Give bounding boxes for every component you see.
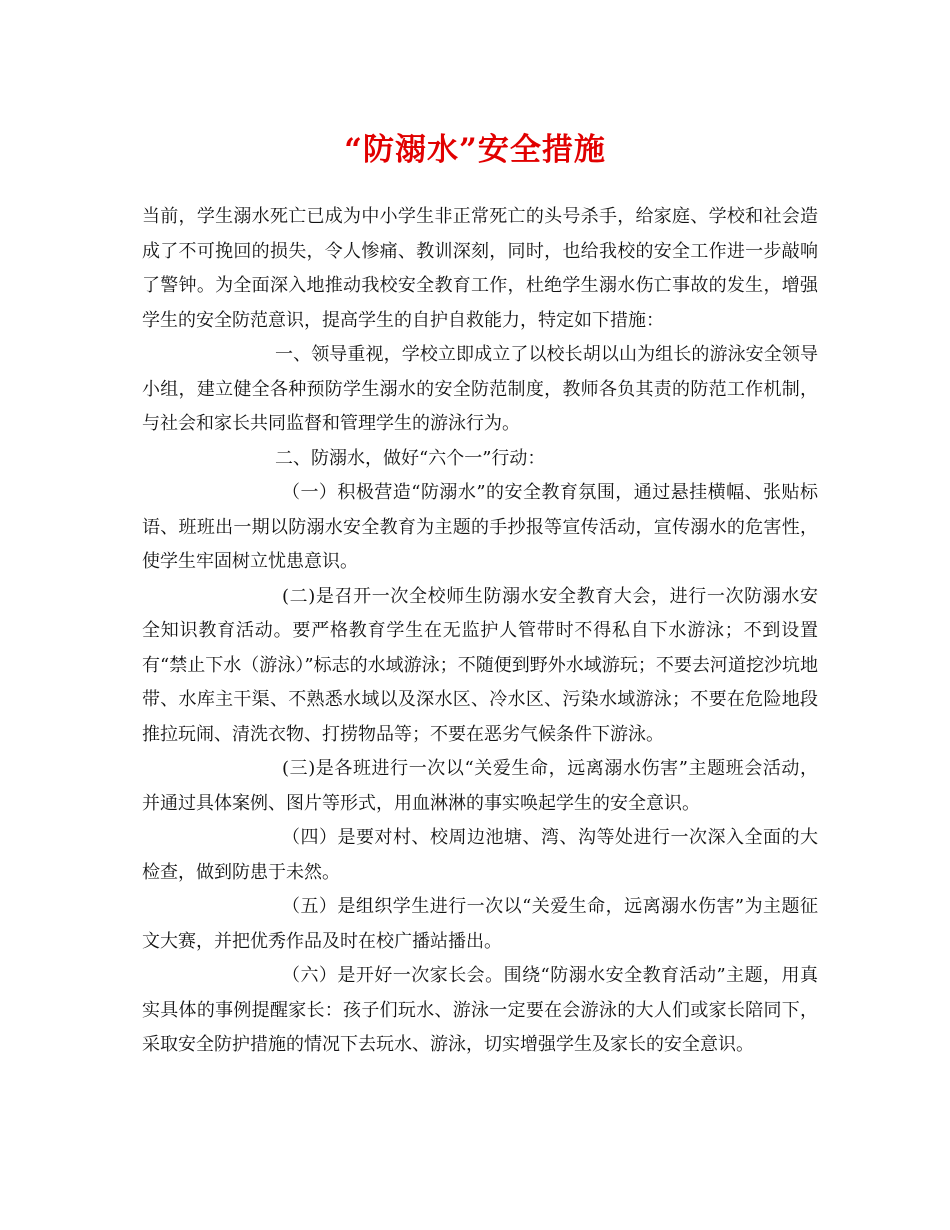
paragraph-measure-2-heading: 二、防溺水，做好“六个一”行动： bbox=[275, 447, 546, 469]
paragraph-item-2: (二)是召开一次全校师生防溺水安全教育大会，进行一次防溺水安全知识教育活动。要严格教育学生在无监护人管带时不得私自下水游泳；不到设置有“禁止下水（游泳）”标志的水域游泳；不随便到野外水域游玩；不要去河道挖沙坑地带、水库主干渠、不熟悉水域以及深水区、冷水区、污染水域游泳；不要在危险地段推拉玩闹、清洗衣物、打捞物品等；不要在恶劣气候条件下游泳。 bbox=[142, 585, 818, 745]
paragraph-intro: 当前，学生溺水死亡已成为中小学生非正常死亡的头号杀手，给家庭、学校和社会造成了不可挽回的损失，令人惨痛、教训深刻，同时，也给我校的安全工作进一步敲响了警钟。为全面深入地推动我校安全教育工作，杜绝学生溺水伤亡事故的发生，增强学生的安全防范意识，提高学生的自护自救能力，特定如下措施： bbox=[142, 206, 818, 331]
paragraph-item-6: （六）是开好一次家长会。围绕“防溺水安全教育活动”主题，用真实具体的事例提醒家长：孩子们玩水、游泳一定要在会游泳的大人们或家长陪同下，采取安全防护措施的情况下去玩水、游泳，切实增强学生及家长的安全意识。 bbox=[142, 965, 818, 1055]
document-title: “防溺水”安全措施 bbox=[344, 132, 606, 168]
document-body bbox=[142, 200, 818, 1063]
paragraph-item-5: （五）是组织学生进行一次以“关爱生命，远离溺水伤害”为主题征文大赛，并把优秀作品及时在校广播站播出。 bbox=[142, 896, 818, 952]
paragraph-item-4: （四）是要对村、校周边池塘、湾、沟等处进行一次深入全面的大检查，做到防患于未然。 bbox=[142, 827, 818, 883]
paragraph-measure-1: 一、领导重视，学校立即成立了以校长胡以山为组长的游泳安全领导小组，建立健全各种预防学生溺水的安全防范制度，教师各负其责的防范工作机制，与社会和家长共同监督和管理学生的游泳行为。 bbox=[142, 344, 818, 434]
paragraph-item-3: (三)是各班进行一次以“关爱生命，远离溺水伤害”主题班会活动，并通过具体案例、图片等形式，用血淋淋的事实唤起学生的安全意识。 bbox=[142, 758, 818, 814]
paragraph-item-1: （一）积极营造“防溺水”的安全教育氛围，通过悬挂横幅、张贴标语、班班出一期以防溺水安全教育为主题的手抄报等宣传活动，宣传溺水的危害性，使学生牢固树立忧患意识。 bbox=[142, 482, 818, 572]
